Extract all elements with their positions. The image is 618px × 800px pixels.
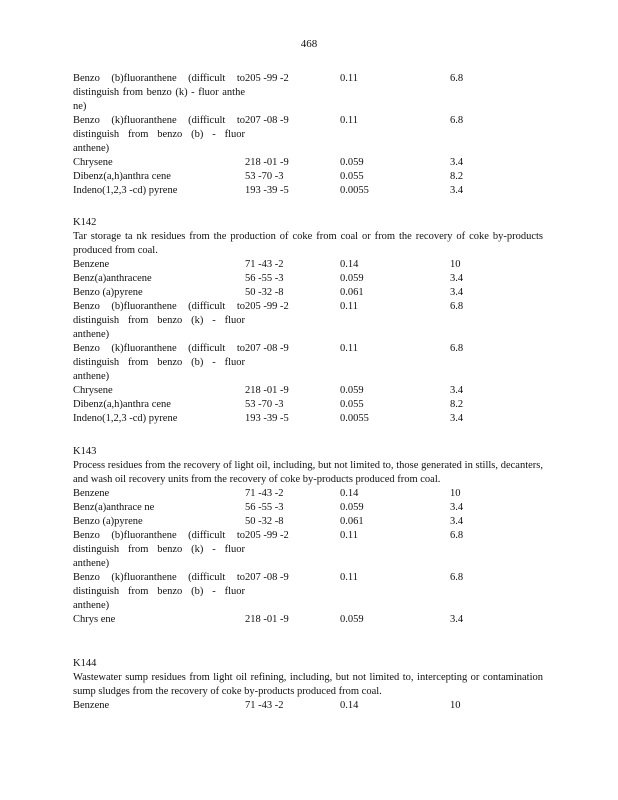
waste-description: Process residues from the recovery of light oil, including, but not limited to, those generated in stills, decanters, and wash oil recovery units from the recovery of coke by-products produced from coal.	[73, 460, 543, 485]
nonwastewater-standard: 3.4	[450, 157, 464, 168]
waste-code: K144	[73, 658, 97, 669]
wastewater-standard: 0.059	[340, 614, 364, 625]
constituent-name: Benzo (b)fluoranthene (difficult to distinguish from benzo (k) - fluor anthene)	[73, 530, 245, 569]
table-row	[73, 529, 543, 571]
cas-number: 205 -99 -2	[245, 301, 289, 312]
wastewater-standard: 0.11	[340, 301, 358, 312]
constituent-name: Benzo (b)fluoranthene (difficult to distinguish from benzo (k) - fluor anthene)	[73, 301, 245, 340]
constituent-name: Benzo (k)fluoranthene (difficult to distinguish from benzo (b) - fluor anthene)	[73, 115, 245, 154]
nonwastewater-standard: 3.4	[450, 287, 464, 298]
wastewater-standard: 0.059	[340, 157, 364, 168]
cas-number: 193 -39 -5	[245, 413, 289, 424]
section-k143	[73, 445, 543, 627]
table-row	[73, 258, 543, 272]
page-number: 468	[300, 38, 318, 50]
wastewater-standard: 0.055	[340, 171, 364, 182]
constituent-name: Benzene	[73, 700, 110, 711]
wastewater-standard: 0.055	[340, 399, 364, 410]
cas-number: 218 -01 -9	[245, 385, 289, 396]
nonwastewater-standard: 3.4	[450, 413, 464, 424]
nonwastewater-standard: 3.4	[450, 614, 464, 625]
table-row	[73, 699, 543, 713]
constituent-name: Benzene	[73, 488, 110, 499]
table-row	[73, 501, 543, 515]
nonwastewater-standard: 3.4	[450, 185, 464, 196]
wastewater-standard: 0.0055	[340, 185, 369, 196]
cas-number: 207 -08 -9	[245, 115, 289, 126]
table-row	[73, 412, 543, 426]
cas-number: 53 -70 -3	[245, 171, 284, 182]
nonwastewater-standard: 6.8	[450, 115, 464, 126]
nonwastewater-standard: 3.4	[450, 385, 464, 396]
cas-number: 207 -08 -9	[245, 572, 289, 583]
cas-number: 71 -43 -2	[245, 700, 284, 711]
nonwastewater-standard: 3.4	[450, 273, 464, 284]
cas-number: 53 -70 -3	[245, 399, 284, 410]
constituent-name: Benzo (a)pyrene	[73, 516, 143, 527]
cas-number: 56 -55 -3	[245, 273, 284, 284]
wastewater-standard: 0.11	[340, 73, 358, 84]
nonwastewater-standard: 6.8	[450, 343, 464, 354]
table-row	[73, 571, 543, 613]
wastewater-standard: 0.059	[340, 273, 364, 284]
table-row	[73, 114, 543, 156]
wastewater-standard: 0.14	[340, 259, 359, 270]
wastewater-standard: 0.061	[340, 287, 364, 298]
wastewater-standard: 0.11	[340, 572, 358, 583]
cas-number: 205 -99 -2	[245, 73, 289, 84]
nonwastewater-standard: 6.8	[450, 73, 464, 84]
nonwastewater-standard: 6.8	[450, 572, 464, 583]
constituent-name: Chrys ene	[73, 614, 116, 625]
constituent-name: Dibenz(a,h)anthra cene	[73, 171, 171, 182]
constituent-name: Indeno(1,2,3 -cd) pyrene	[73, 413, 178, 424]
section-k142	[73, 216, 543, 426]
cas-number: 218 -01 -9	[245, 614, 289, 625]
nonwastewater-standard: 6.8	[450, 301, 464, 312]
constituent-name: Chrysene	[73, 385, 113, 396]
table-row	[73, 384, 543, 398]
cas-number: 50 -32 -8	[245, 516, 284, 527]
cas-number: 71 -43 -2	[245, 488, 284, 499]
nonwastewater-standard: 8.2	[450, 399, 464, 410]
nonwastewater-standard: 10	[450, 700, 461, 711]
constituent-name: Benz(a)anthracene	[73, 273, 152, 284]
wastewater-standard: 0.059	[340, 385, 364, 396]
constituent-name: Benz(a)anthrace ne	[73, 502, 155, 513]
wastewater-standard: 0.14	[340, 488, 359, 499]
constituent-name: Chrysene	[73, 157, 113, 168]
table-row	[73, 156, 543, 170]
constituent-name: Benzo (b)fluoranthene (difficult to distinguish from benzo (k) - fluor anthe ne)	[73, 73, 245, 112]
table-row	[73, 286, 543, 300]
wastewater-standard: 0.14	[340, 700, 359, 711]
waste-code: K143	[73, 446, 97, 457]
cas-number: 205 -99 -2	[245, 530, 289, 541]
nonwastewater-standard: 10	[450, 259, 461, 270]
cas-number: 193 -39 -5	[245, 185, 289, 196]
constituent-name: Benzo (a)pyrene	[73, 287, 143, 298]
table-row	[73, 613, 543, 627]
cas-number: 56 -55 -3	[245, 502, 284, 513]
nonwastewater-standard: 8.2	[450, 171, 464, 182]
table-row	[73, 184, 543, 198]
table-row	[73, 515, 543, 529]
table-row	[73, 300, 543, 342]
waste-description: Wastewater sump residues from light oil refining, including, but not limited to, intercepting or contamination sump sludges from the recovery of coke by-products produced from coal.	[73, 672, 543, 697]
waste-description: Tar storage ta nk residues from the production of coke from coal or from the recovery of coke by-products produced from coal.	[73, 231, 543, 256]
wastewater-standard: 0.0055	[340, 413, 369, 424]
table-row	[73, 170, 543, 184]
wastewater-standard: 0.061	[340, 516, 364, 527]
section-continuation	[73, 72, 543, 198]
nonwastewater-standard: 3.4	[450, 516, 464, 527]
table-row	[73, 398, 543, 412]
wastewater-standard: 0.059	[340, 502, 364, 513]
constituent-name: Benzo (k)fluoranthene (difficult to distinguish from benzo (b) - fluor anthene)	[73, 572, 245, 611]
constituent-name: Benzo (k)fluoranthene (difficult to distinguish from benzo (b) - fluor anthene)	[73, 343, 245, 382]
table-row	[73, 72, 543, 114]
constituent-name: Dibenz(a,h)anthra cene	[73, 399, 171, 410]
wastewater-standard: 0.11	[340, 343, 358, 354]
cas-number: 50 -32 -8	[245, 287, 284, 298]
nonwastewater-standard: 6.8	[450, 530, 464, 541]
wastewater-standard: 0.11	[340, 530, 358, 541]
constituent-name: Indeno(1,2,3 -cd) pyrene	[73, 185, 178, 196]
wastewater-standard: 0.11	[340, 115, 358, 126]
cas-number: 207 -08 -9	[245, 343, 289, 354]
cas-number: 218 -01 -9	[245, 157, 289, 168]
nonwastewater-standard: 10	[450, 488, 461, 499]
waste-code: K142	[73, 217, 97, 228]
table-row	[73, 487, 543, 501]
nonwastewater-standard: 3.4	[450, 502, 464, 513]
cas-number: 71 -43 -2	[245, 259, 284, 270]
constituent-name: Benzene	[73, 259, 110, 270]
table-row	[73, 272, 543, 286]
section-k144	[73, 657, 543, 713]
table-row	[73, 342, 543, 384]
